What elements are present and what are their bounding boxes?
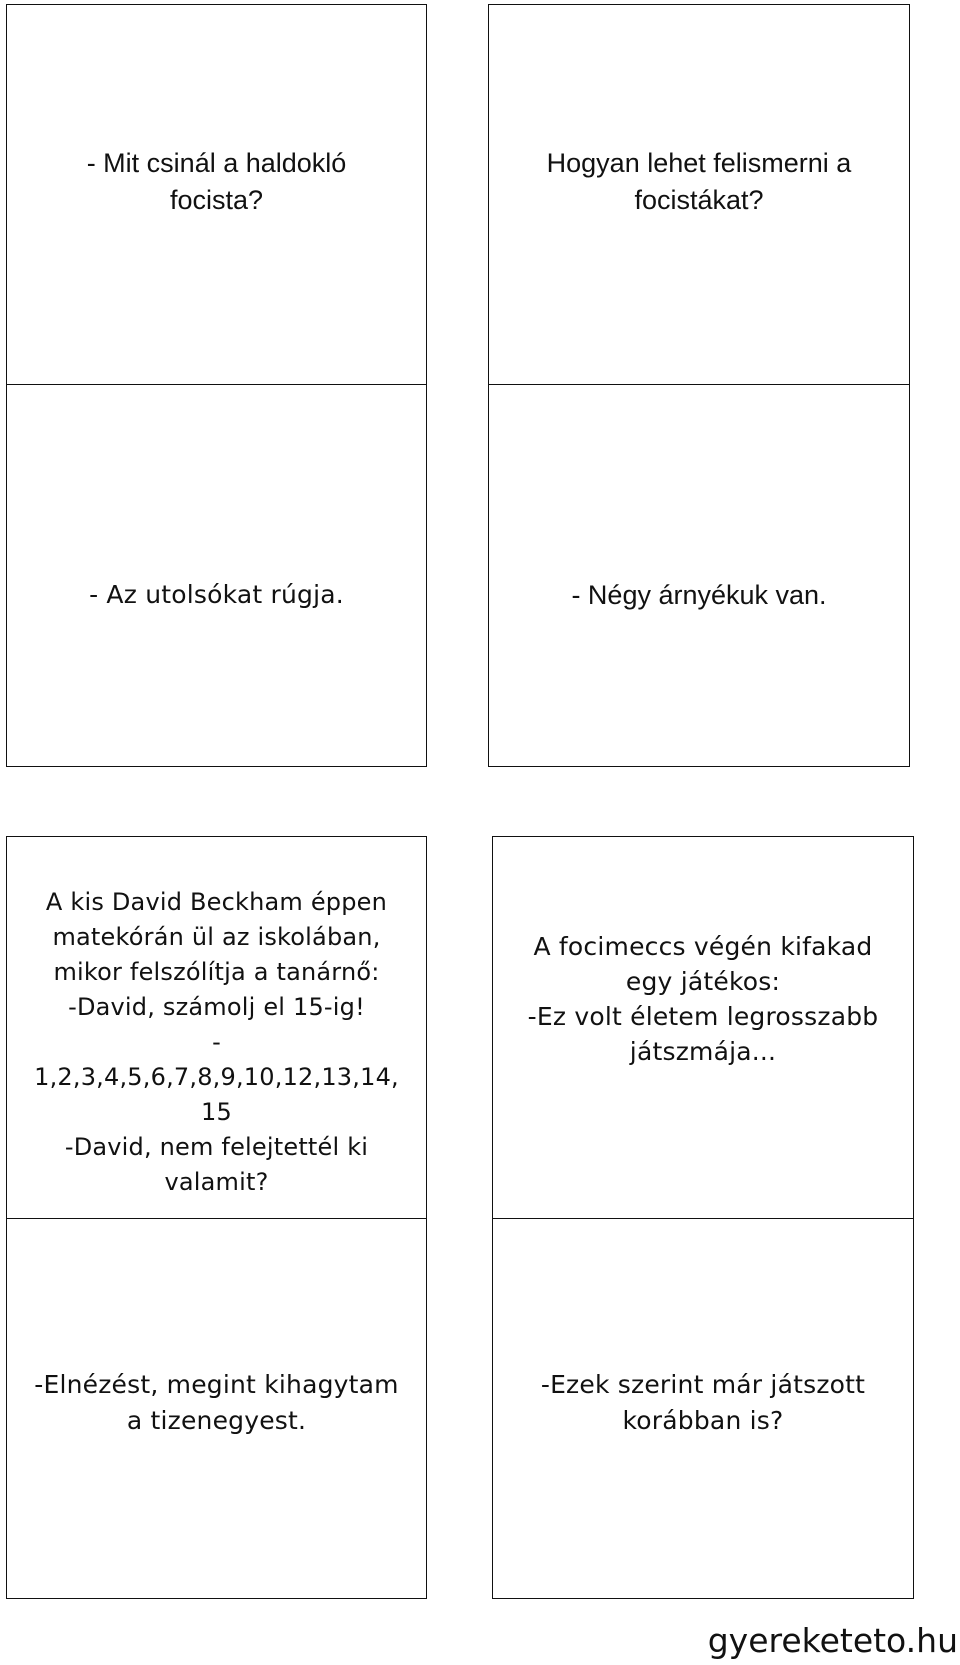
site-watermark: gyereketeto.hu	[707, 1621, 958, 1660]
joke-question-4-text: A focimeccs végén kifakad egy játékos: -Ez volt életem legrosszabb játszmája...	[527, 932, 879, 1066]
joke-answer-2-text: - Négy árnyékuk van.	[571, 580, 827, 610]
joke-card-answer-3	[6, 1218, 427, 1599]
joke-answer-1-text: - Az utolsókat rúgja.	[89, 580, 344, 609]
joke-question-1-text: - Mit csinál a haldokló focista?	[86, 148, 347, 215]
joke-card-question-4	[492, 836, 914, 1219]
joke-answer-4-text: -Ezek szerint már játszott korábban is?	[540, 1370, 866, 1435]
joke-card-answer-4	[492, 1218, 914, 1599]
joke-card-question-3	[6, 836, 427, 1219]
joke-card-answer-1	[6, 384, 427, 767]
joke-card-question-2	[488, 4, 910, 385]
joke-card-answer-2	[488, 384, 910, 767]
joke-card-question-1	[6, 4, 427, 385]
joke-answer-3-text: -Elnézést, megint kihagytam a tizenegyest.	[34, 1370, 399, 1435]
joke-question-3-text: A kis David Beckham éppen matekórán ül az iskolában, mikor felszólítja a tanárnő: -David, számolj el 15-ig! - 1,2,3,4,5,6,7,8,9,10,12,13,14, 15 -David, nem felejtettél ki valamit?	[34, 888, 399, 1196]
joke-question-2-text: Hogyan lehet felismerni a focistákat?	[546, 148, 852, 215]
